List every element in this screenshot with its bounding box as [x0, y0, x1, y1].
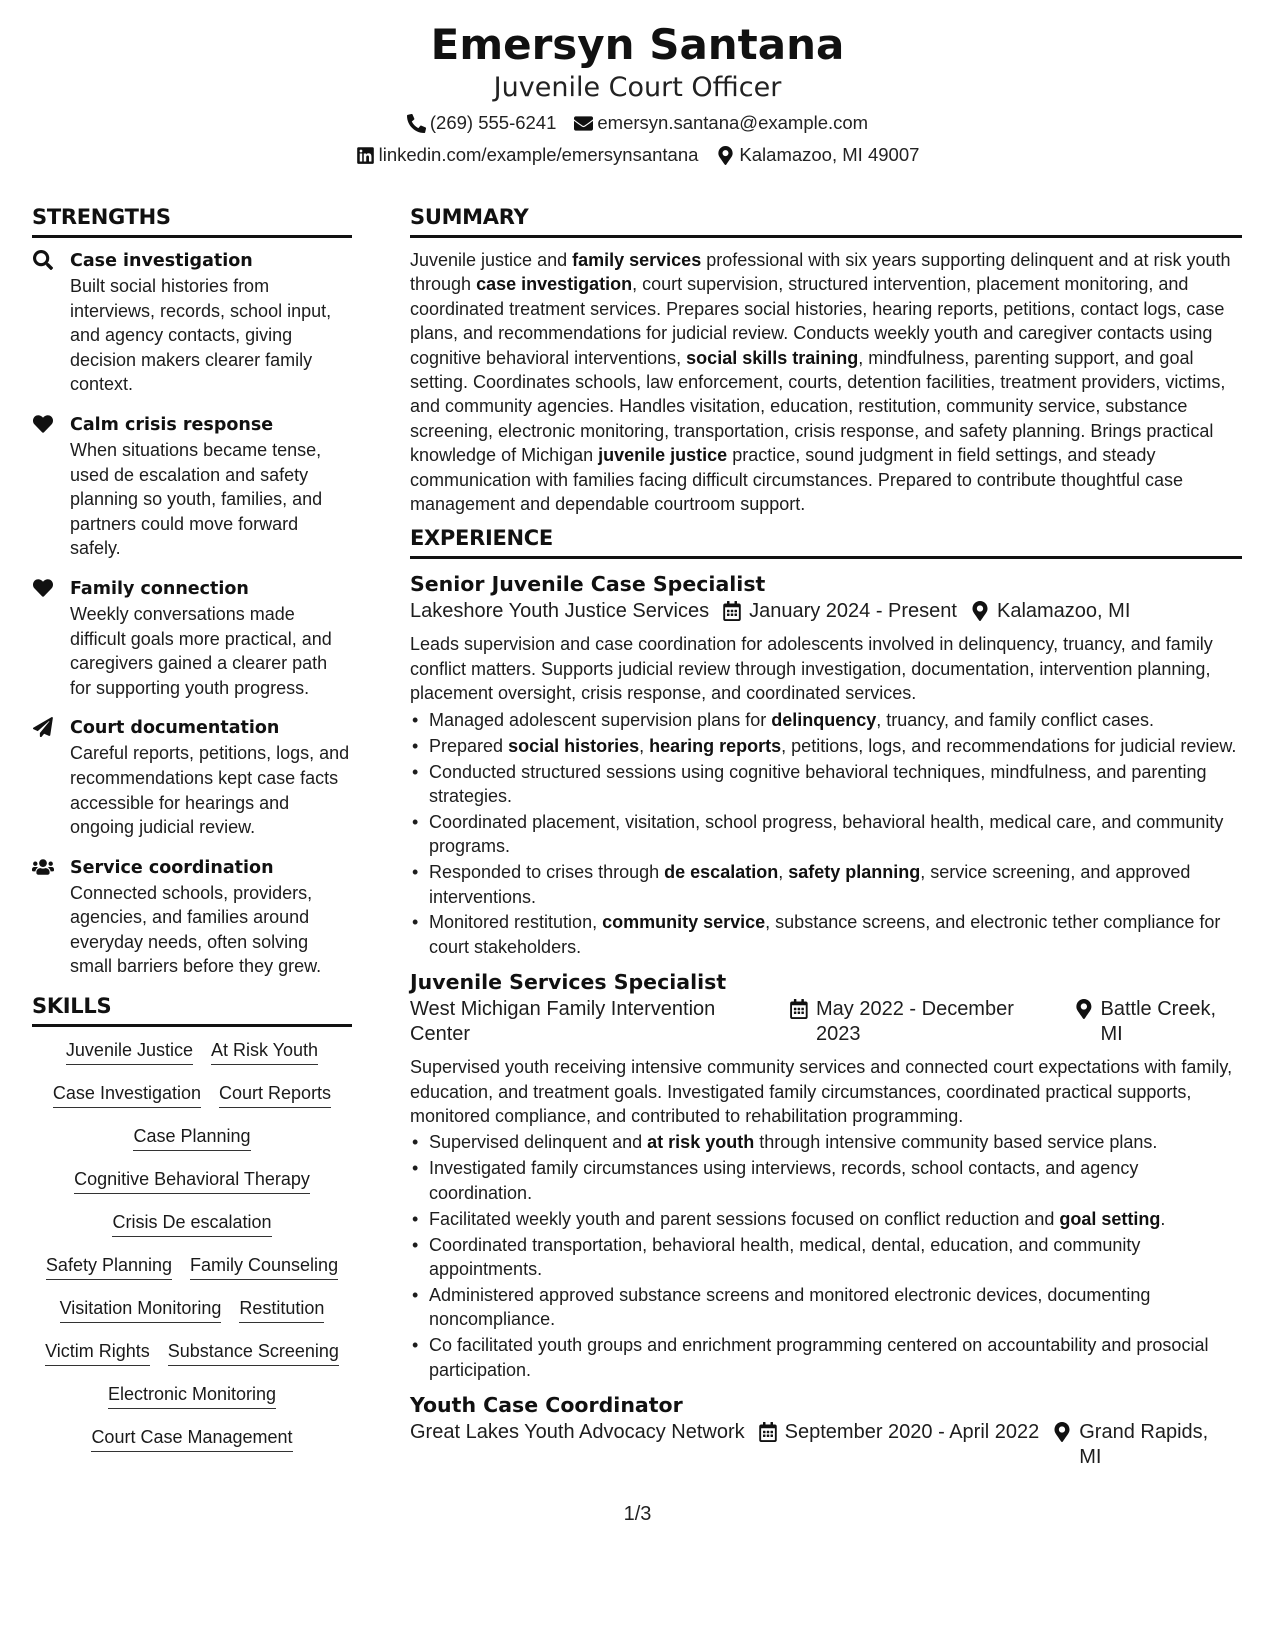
skill-tag: Substance Screening — [168, 1338, 339, 1366]
bold-keyword: juvenile justice — [598, 445, 728, 466]
job-entry — [410, 569, 1242, 959]
text-span: , truancy, and family conflict cases. — [876, 709, 1155, 730]
text-span: practice, sound judgment in field settings, and steady communication with families facing difficult circumstances. Prepared to contribute thoughtful case management and dependable courtroom support. — [410, 445, 1184, 515]
skill-tag: Cognitive Behavioral Therapy — [74, 1166, 310, 1194]
strength-item — [32, 855, 352, 979]
text-span: . — [1160, 1208, 1166, 1229]
text-span: through intensive community based service plans. — [754, 1132, 1158, 1153]
text-span: Coordinated transportation, behavioral health, medical, dental, education, and community appointments. — [429, 1234, 1141, 1279]
job-title: Juvenile Services Specialist — [410, 970, 727, 995]
skill-row — [32, 1381, 352, 1409]
job-dates — [790, 997, 1060, 1047]
email-contact[interactable] — [574, 112, 868, 134]
job-dates — [759, 1420, 1040, 1445]
text-span: , court supervision, structured intervention, placement monitoring, and coordinated treatment services. Prepares social histories, hearing reports, petitions, contact logs, case plans, and recommendations for judicial review. Conducts weekly youth and caregiver contacts using cognitive behavioral interventions, — [410, 274, 1225, 368]
map-marker-icon — [716, 146, 735, 165]
text-span: Administered approved substance screens and monitored electronic devices, documenting noncompliance. — [429, 1284, 1151, 1330]
bullet-item — [410, 1283, 1242, 1332]
strength-body — [70, 715, 352, 839]
text-span: , mindfulness, parenting support, and goal setting. Coordinates schools, law enforcement, courts, detention facilities, treatment providers, victims, and community agencies. Handles visitation, education, restitution, community service, substance screening, electronic monitoring, transportation, crisis response, and safety planning. Brings practical knowledge of Michigan — [410, 347, 1226, 466]
text-span: , service screening, and approved interventions. — [429, 862, 1191, 907]
bullet-item — [410, 734, 1242, 758]
skill-tag: Juvenile Justice — [66, 1037, 193, 1065]
skill-tag: Court Case Management — [91, 1424, 292, 1452]
job-location — [971, 599, 1130, 624]
phone-icon — [407, 114, 426, 133]
strengths-heading: STRENGTHS — [32, 205, 352, 238]
skills-heading: SKILLS — [32, 994, 352, 1027]
bold-keyword: safety planning — [788, 862, 921, 883]
skill-row — [32, 1338, 352, 1366]
linkedin-text: linkedin.com/example/emersynsantana — [378, 144, 699, 165]
bullet-item — [410, 1333, 1242, 1382]
skill-row — [32, 1037, 352, 1065]
calendar-icon — [790, 999, 808, 1019]
strength-body — [70, 412, 352, 561]
skill-row — [32, 1295, 352, 1323]
phone-text: (269) 555-6241 — [429, 112, 557, 133]
strength-body — [70, 248, 352, 397]
bold-keyword: hearing reports — [649, 735, 782, 756]
job-bullets — [410, 708, 1242, 960]
job-dates-text: May 2022 - December 2023 — [816, 998, 1014, 1046]
experience-list — [410, 569, 1242, 1470]
text-span: Facilitated weekly youth and parent sessions focused on conflict reduction and — [429, 1208, 1060, 1229]
skill-row — [32, 1252, 352, 1280]
strength-title: Court documentation — [70, 718, 280, 739]
text-span: , substance screens, and electronic tether compliance for court stakeholders. — [429, 912, 1221, 957]
text-span: Supervised delinquent and — [429, 1132, 648, 1153]
calendar-icon — [759, 1422, 777, 1442]
bullet-item — [410, 860, 1242, 909]
experience-heading: EXPERIENCE — [410, 526, 1242, 559]
map-marker-icon — [1075, 999, 1093, 1019]
text-span: Managed adolescent supervision plans for — [429, 709, 772, 730]
strength-title: Case investigation — [70, 251, 253, 271]
text-span: Prepared — [429, 735, 509, 756]
linkedin-icon — [356, 146, 375, 165]
job-entry — [410, 1390, 1242, 1470]
skill-tag: Victim Rights — [45, 1338, 150, 1366]
strength-body — [70, 576, 352, 700]
text-span: professional with six years supporting delinquent and at risk youth through — [410, 250, 1231, 295]
job-dates-text: January 2024 - Present — [749, 600, 957, 623]
job-location — [1075, 997, 1242, 1047]
bullet-item — [410, 810, 1242, 859]
strengths-list — [32, 248, 352, 979]
bold-keyword: community service — [602, 912, 766, 933]
bullet-item — [410, 760, 1242, 809]
contact-row-1 — [0, 112, 1275, 134]
skill-tag: Court Reports — [219, 1080, 331, 1108]
job-company: West Michigan Family Intervention Center — [410, 998, 716, 1046]
job-entry — [410, 967, 1242, 1382]
bold-keyword: goal setting — [1059, 1208, 1161, 1229]
skill-row — [32, 1424, 352, 1452]
job-meta — [410, 1420, 1242, 1470]
bold-keyword: delinquency — [771, 709, 877, 730]
job-meta — [410, 599, 1242, 624]
bold-keyword: at risk youth — [647, 1132, 755, 1153]
text-span: , — [639, 735, 650, 756]
strength-body — [70, 855, 352, 979]
strength-description: Weekly conversations made difficult goals more practical, and caregivers gained a clearer path for supporting youth progress. — [70, 603, 332, 698]
bold-keyword: social skills training — [686, 347, 859, 368]
skill-tag: Case Planning — [133, 1123, 250, 1151]
job-company: Great Lakes Youth Advocacy Network — [410, 1421, 745, 1444]
skill-tag: Safety Planning — [46, 1252, 172, 1280]
text-span: , — [778, 862, 789, 883]
paper-plane-icon — [32, 715, 56, 839]
bold-keyword: social histories — [508, 735, 640, 756]
bullet-item — [410, 1207, 1242, 1231]
job-dates-text: September 2020 - April 2022 — [784, 1421, 1040, 1444]
skill-tag: Electronic Monitoring — [108, 1381, 276, 1409]
strength-description: Built social histories from interviews, records, school input, and agency contacts, giving decision makers clearer family context. — [70, 276, 332, 395]
bullet-item — [410, 708, 1242, 732]
strength-item — [32, 248, 352, 397]
email-text: emersyn.santana@example.com — [597, 112, 869, 133]
skill-tag: Visitation Monitoring — [60, 1295, 222, 1323]
bullet-item — [410, 1156, 1242, 1205]
job-title: Senior Juvenile Case Specialist — [410, 572, 766, 597]
text-span: Monitored restitution, — [429, 912, 603, 933]
bullet-item — [410, 910, 1242, 959]
map-marker-icon — [1053, 1422, 1071, 1442]
linkedin-contact[interactable] — [356, 144, 699, 166]
calendar-icon — [723, 601, 741, 621]
candidate-name: Emersyn Santana — [430, 20, 845, 69]
strength-description: When situations became tense, used de escalation and safety planning so youth, families, and partners could move forward safely. — [70, 439, 323, 559]
job-title: Youth Case Coordinator — [410, 1393, 683, 1418]
strength-title: Calm crisis response — [70, 414, 274, 435]
bullet-item — [410, 1130, 1242, 1154]
bold-keyword: family services — [572, 250, 702, 270]
strength-item — [32, 412, 352, 561]
text-span: Conducted structured sessions using cognitive behavioral techniques, mindfulness, and parenting strategies. — [429, 761, 1207, 806]
text-span: Co facilitated youth groups and enrichment programming centered on accountability and prosocial participation. — [429, 1335, 1209, 1380]
job-location-text: Kalamazoo, MI — [996, 600, 1131, 623]
bold-keyword: case investigation — [476, 274, 633, 295]
job-dates — [723, 599, 957, 624]
job-location — [1053, 1420, 1229, 1470]
strength-title: Family connection — [70, 578, 249, 599]
text-span: Juvenile justice and — [410, 250, 573, 270]
job-company: Lakeshore Youth Justice Services — [410, 600, 710, 623]
location-contact — [716, 144, 919, 166]
text-span: Responded to crises through — [429, 862, 665, 883]
skill-row — [32, 1209, 352, 1237]
heart-icon — [32, 412, 56, 561]
skill-tag: Family Counseling — [190, 1252, 338, 1280]
skill-row — [32, 1166, 352, 1194]
strength-title: Service coordination — [70, 857, 274, 878]
map-marker-icon — [971, 601, 989, 621]
strength-description: Connected schools, providers, agencies, and families around everyday needs, often solving small barriers before they grew. — [70, 882, 322, 977]
skill-tag: Case Investigation — [53, 1080, 201, 1108]
job-bullets — [410, 1130, 1242, 1382]
page-number: 1/3 — [623, 1503, 652, 1525]
contact-row-2 — [0, 144, 1275, 166]
candidate-title: Juvenile Court Officer — [493, 72, 782, 103]
summary-text — [410, 248, 1242, 516]
job-meta — [410, 997, 1242, 1047]
job-location-text: Battle Creek, MI — [1100, 998, 1217, 1046]
skills-list — [32, 1037, 352, 1452]
phone-contact[interactable] — [407, 112, 557, 134]
bullet-item — [410, 1233, 1242, 1282]
summary-heading: SUMMARY — [410, 205, 1242, 238]
skill-row — [32, 1123, 352, 1151]
users-icon — [32, 855, 56, 979]
envelope-icon — [574, 114, 593, 133]
skill-tag: Crisis De escalation — [112, 1209, 271, 1237]
text-span: , petitions, logs, and recommendations for judicial review. — [781, 735, 1237, 756]
skill-tag: At Risk Youth — [211, 1037, 318, 1065]
strength-item — [32, 576, 352, 700]
heart-icon — [32, 576, 56, 700]
strength-description: Careful reports, petitions, logs, and recommendations kept case facts accessible for hearings and ongoing judicial review. — [70, 743, 350, 838]
job-location-text: Grand Rapids, MI — [1079, 1421, 1209, 1469]
search-icon — [32, 248, 56, 397]
job-description: Supervised youth receiving intensive community services and connected court expectations with family, education, and treatment goals. Investigated family circumstances, coordinated practical supports, monitored compliance, and contributed to rehabilitation programming. — [410, 1057, 1233, 1127]
strength-item — [32, 715, 352, 839]
right-column — [410, 205, 1242, 1478]
skill-tag: Restitution — [239, 1295, 324, 1323]
skill-row — [32, 1080, 352, 1108]
text-span: Coordinated placement, visitation, school progress, behavioral health, medical care, and community programs. — [429, 811, 1224, 857]
bold-keyword: de escalation — [664, 862, 779, 883]
job-description: Leads supervision and case coordination for adolescents involved in delinquency, truancy, and family conflict matters. Supports judicial review through investigation, documentation, intervention planning, placement oversight, crisis response, and coordinated services. — [410, 634, 1213, 704]
left-column — [32, 205, 352, 1467]
location-text: Kalamazoo, MI 49007 — [739, 144, 920, 165]
text-span: Investigated family circumstances using interviews, records, school contacts, and agency coordination. — [429, 1158, 1139, 1203]
